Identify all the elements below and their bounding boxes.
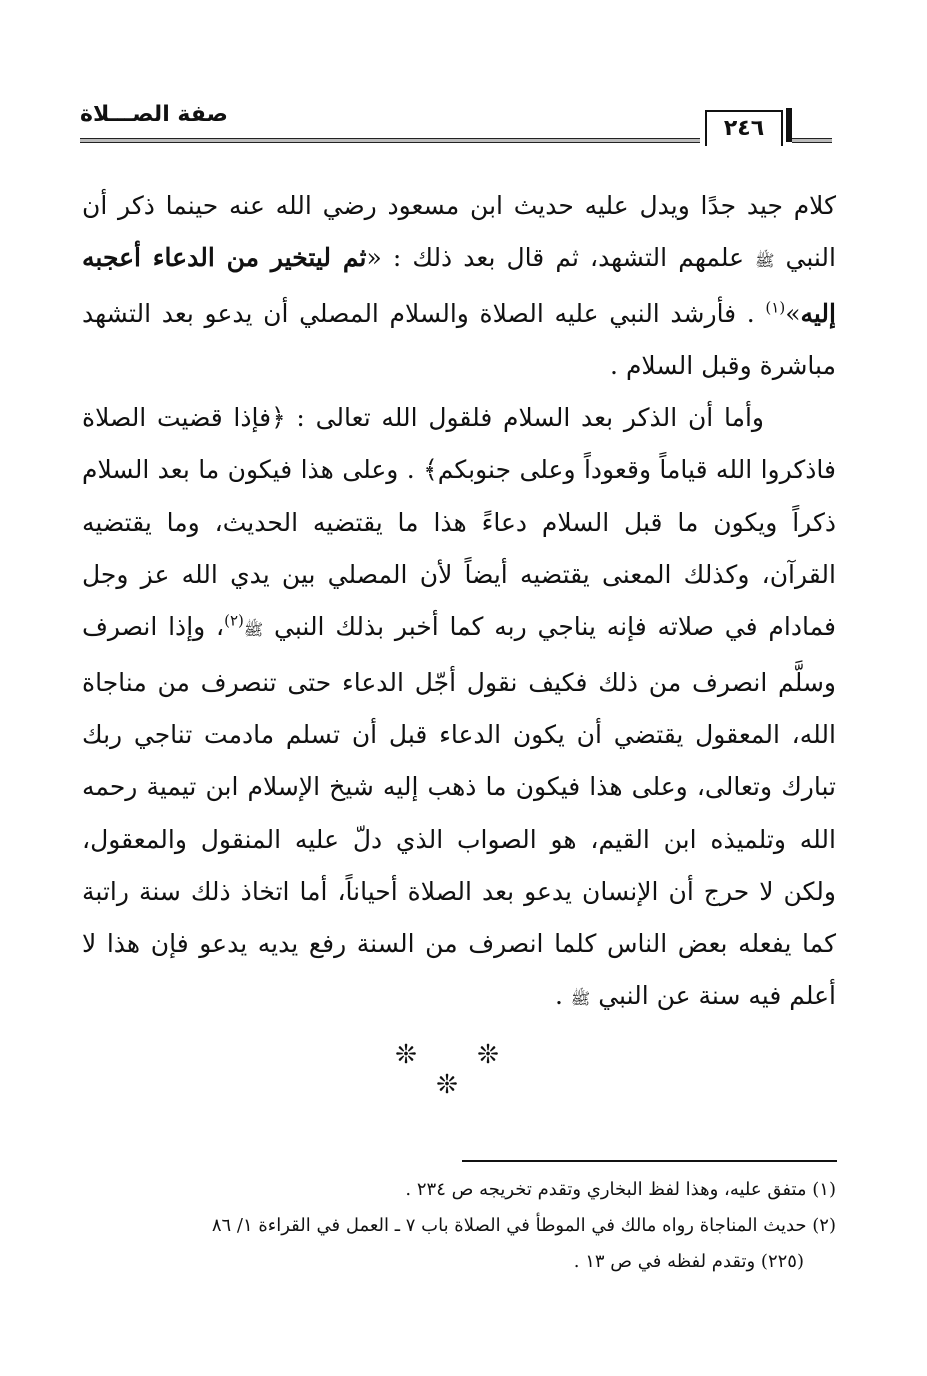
footnote-2: (٢) حديث المناجاة رواه مالك في الموطأ في الصلاة باب ٧ ـ العمل في القراءة ١/ ٨٦	[211, 1215, 836, 1236]
honorific-symbol: ﷺ	[243, 620, 264, 640]
page-header	[80, 100, 832, 156]
header-rule	[80, 138, 700, 143]
page-number-bar	[786, 108, 792, 142]
page-number: ٢٤٦	[705, 110, 783, 146]
quoted-hadith: ثم ليتخير من الدعاء أعجبه إليه	[82, 243, 836, 328]
honorific-symbol: ﷺ	[755, 251, 775, 271]
footnote-rule	[462, 1160, 837, 1162]
footnote-ref-1[interactable]: (١)	[765, 298, 786, 317]
header-rule-right	[792, 138, 832, 143]
footnote-2-continued: (٢٢٥) وتقدم لفظه في ص ١٣ .	[573, 1251, 804, 1272]
footnotes	[82, 1172, 836, 1280]
main-text	[82, 180, 836, 1026]
paragraph-1: كلام جيد جدًا ويدل عليه حديث ابن مسعود رضي الله عنه حينما ذكر أن النبي ﷺ علمهم التشهد، ثم قال بعد ذلك : «ثم ليتخير من الدعاء أعجبه إليه»$^{(١)}$ . فأرشد النبي عليه الصلاة والسلام المصلي أن يدعو بعد التشهد مباشرة وقبل السلام .	[82, 191, 836, 380]
paragraph-2: وأما أن الذكر بعد السلام فلقول الله تعالى : ﴿فإذا قضيت الصلاة فاذكروا الله قياماً وقعوداً وعلى جنوبكم﴾ . وعلى هذا فيكون ما بعد السلام ذكراً ويكون ما قبل السلام دعاءً هذا ما يقتضيه الحديث، وما يقتضيه القرآن، وكذلك المعنى يقتضيه أيضاً لأن المصلي بين يدي الله عز وجل فمادام في صلاته فإنه يناجي ربه كما أخبر بذلك النبي ﷺ$^{(٢)}$، وإذا انصرف وسلَّم انصرف من ذلك فكيف نقول أجّل الدعاء حتى تنصرف من مناجاة الله، المعقول يقتضي أن يكون الدعاء قبل أن تسلم مادمت تناجي ربك تبارك وتعالى، وعلى هذا فيكون ما ذهب إليه شيخ الإسلام ابن تيمية رحمه الله وتلميذه ابن القيم، هو الصواب الذي دلّ عليه المنقول والمعقول، ولكن لا حرج أن الإنسان يدعو بعد الصلاة أحياناً، أما اتخاذ ذلك سنة راتبة كما يفعله بعض الناس كلما انصرف من السنة رفع يديه يدعو فإن هذا لا أعلم فيه سنة عن النبي ﷺ .	[82, 403, 837, 1011]
honorific-symbol: ﷺ	[570, 989, 591, 1009]
section-separator: ❊ ❊ ❊	[395, 1040, 525, 1100]
running-title: صفة الصـــلاة	[80, 102, 228, 127]
footnote-ref-2[interactable]: (٢)	[224, 612, 244, 631]
footnote-1: (١) متفق عليه، وهذا لفظ البخاري وتقدم تخريجه ص ٢٣٤ .	[405, 1179, 836, 1200]
